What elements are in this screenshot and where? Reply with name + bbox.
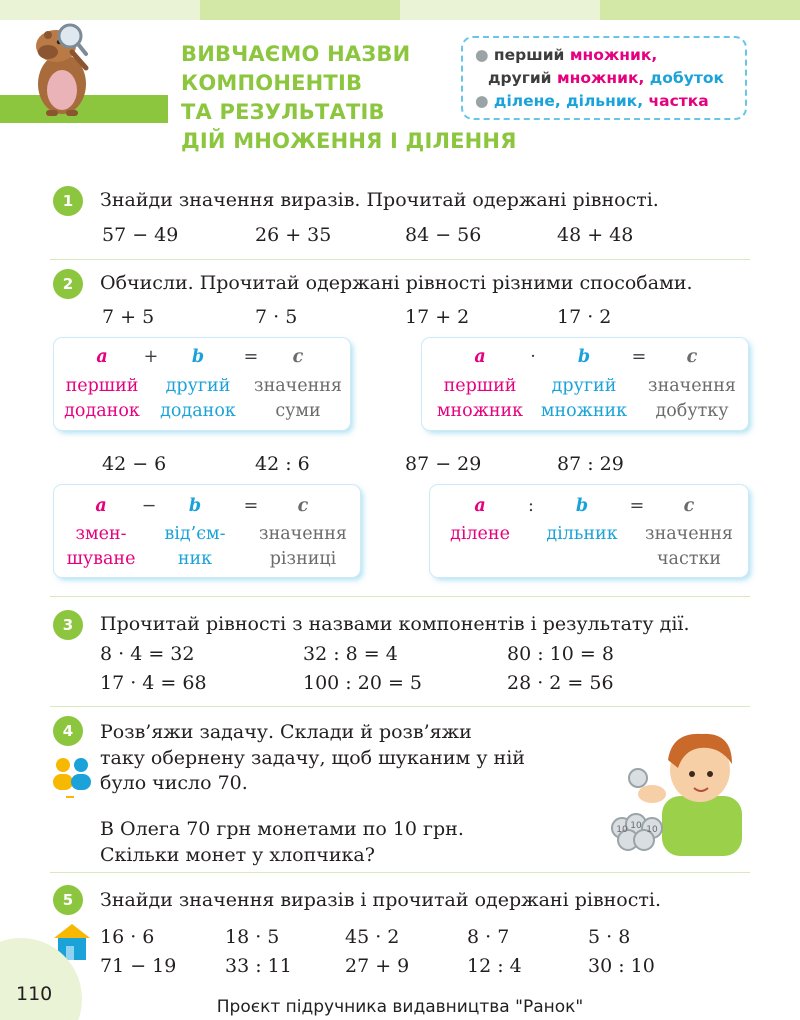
task-number-badge: 1 bbox=[53, 186, 83, 216]
task-4-problem: Скільки монет у хлопчика? bbox=[100, 844, 375, 866]
term-letter: b bbox=[577, 347, 591, 367]
operator: − bbox=[141, 496, 157, 516]
pair-work-icon bbox=[50, 756, 94, 800]
task-1-text: Знайди значення виразів. Прочитай одержані рівності. bbox=[100, 189, 659, 211]
term-letter: b bbox=[575, 496, 589, 516]
footer-text: Проєкт підручника видавництва "Ранок" bbox=[216, 997, 584, 1017]
term-name: доданок bbox=[64, 401, 140, 421]
equation: 80 : 10 = 8 bbox=[507, 643, 614, 665]
term-name: значення bbox=[645, 524, 733, 544]
bullet-icon: ● bbox=[475, 92, 494, 110]
task-2-text: Обчисли. Прочитай одержані рівності різними способами. bbox=[100, 272, 693, 294]
expression: 42 : 6 bbox=[255, 453, 310, 475]
term-letter: c bbox=[292, 347, 304, 367]
term-letter: a bbox=[96, 347, 108, 367]
coin-label: 10 bbox=[646, 825, 658, 835]
task-number-badge: 5 bbox=[53, 885, 83, 915]
term-name: множник bbox=[540, 401, 628, 421]
equation: 28 · 2 = 56 bbox=[507, 672, 614, 694]
term-name: добутку bbox=[655, 401, 729, 421]
expression: 7 + 5 bbox=[102, 306, 155, 328]
term-letter: a bbox=[474, 496, 486, 516]
term-letter: a bbox=[95, 496, 107, 516]
top-color-strip bbox=[0, 0, 800, 20]
term-letter: c bbox=[297, 496, 309, 516]
title-line: ДІЙ МНОЖЕННЯ І ДІЛЕННЯ bbox=[181, 129, 517, 153]
term-name: суми bbox=[275, 401, 321, 421]
expression: 12 : 4 bbox=[467, 955, 522, 977]
expression: 57 − 49 bbox=[102, 224, 179, 246]
task-number-badge: 4 bbox=[53, 716, 83, 746]
terms-row: другий множник, добуток bbox=[488, 69, 725, 87]
terms-row: ● ділене, дільник, частка bbox=[475, 92, 709, 110]
terms-box bbox=[461, 36, 747, 120]
expression: 17 + 2 bbox=[405, 306, 470, 328]
term-name: різниці bbox=[269, 549, 337, 569]
task-number-badge: 2 bbox=[53, 269, 83, 299]
term-name: від’єм- bbox=[164, 524, 226, 544]
difference-components-box bbox=[54, 485, 360, 577]
operator: · bbox=[530, 347, 536, 367]
expression: 87 : 29 bbox=[557, 453, 624, 475]
divider bbox=[50, 259, 750, 260]
expression: 17 · 2 bbox=[557, 306, 612, 328]
term-name: частки bbox=[656, 549, 722, 569]
coin-label: 10 bbox=[616, 825, 628, 835]
equation: 8 · 4 = 32 bbox=[100, 643, 195, 665]
operator: + bbox=[143, 347, 159, 367]
operator: = bbox=[243, 347, 259, 367]
term-letter: b bbox=[188, 496, 202, 516]
title-line: ВИВЧАЄМО НАЗВИ bbox=[181, 42, 411, 66]
boy-with-coins-illustration bbox=[600, 724, 750, 856]
expression: 5 · 8 bbox=[588, 926, 631, 948]
operator: = bbox=[631, 347, 647, 367]
terms-row: ● перший множник, bbox=[475, 46, 658, 64]
capybara-with-magnifier-icon bbox=[26, 22, 106, 118]
task-4-line: Розв’яжи задачу. Склади й розв’яжи bbox=[100, 721, 472, 743]
term-name: другий bbox=[165, 376, 231, 396]
divider bbox=[50, 872, 750, 873]
operator: = bbox=[243, 496, 259, 516]
term-name: шуване bbox=[66, 549, 136, 569]
task-4-problem: В Олега 70 грн монетами по 10 грн. bbox=[100, 818, 464, 840]
product-components-box bbox=[422, 338, 748, 430]
sum-components-box bbox=[54, 338, 350, 430]
operator: : bbox=[528, 496, 534, 516]
expression: 84 − 56 bbox=[405, 224, 482, 246]
divider bbox=[50, 596, 750, 597]
term-letter: a bbox=[474, 347, 486, 367]
expression: 48 + 48 bbox=[557, 224, 634, 246]
title-line: КОМПОНЕНТІВ bbox=[181, 71, 363, 95]
equation: 17 · 4 = 68 bbox=[100, 672, 207, 694]
expression: 30 : 10 bbox=[588, 955, 655, 977]
term-name: перший bbox=[443, 376, 517, 396]
term-name: перший bbox=[65, 376, 139, 396]
expression: 33 : 11 bbox=[225, 955, 292, 977]
expression: 8 · 7 bbox=[467, 926, 510, 948]
task-5-text: Знайди значення виразів і прочитай одержані рівності. bbox=[100, 889, 662, 911]
term-name: множник bbox=[436, 401, 524, 421]
task-4-line: таку обернену задачу, щоб шуканим у ній bbox=[100, 747, 525, 769]
task-4-line: було число 70. bbox=[100, 772, 248, 794]
quotient-components-box bbox=[430, 485, 748, 577]
task-3-text: Прочитай рівності з назвами компонентів і результату дії. bbox=[100, 613, 690, 635]
term-name: значення bbox=[648, 376, 736, 396]
term-name: дільник bbox=[546, 524, 618, 544]
expression: 45 · 2 bbox=[345, 926, 400, 948]
task-number-badge: 3 bbox=[53, 610, 83, 640]
term-name: змен- bbox=[75, 524, 127, 544]
term-name: доданок bbox=[160, 401, 236, 421]
expression: 26 + 35 bbox=[255, 224, 332, 246]
term-name: значення bbox=[254, 376, 342, 396]
page-number: 110 bbox=[16, 983, 53, 1005]
expression: 7 · 5 bbox=[255, 306, 298, 328]
term-name: значення bbox=[259, 524, 347, 544]
term-letter: b bbox=[191, 347, 205, 367]
term-letter: c bbox=[686, 347, 698, 367]
term-name: ділене bbox=[450, 524, 510, 544]
bullet-icon: ● bbox=[475, 46, 494, 64]
title-line: ТА РЕЗУЛЬТАТІВ bbox=[181, 100, 385, 124]
expression: 87 − 29 bbox=[405, 453, 482, 475]
term-letter: c bbox=[683, 496, 695, 516]
coin-label: 10 bbox=[630, 821, 642, 831]
term-name: ник bbox=[177, 549, 213, 569]
expression: 16 · 6 bbox=[100, 926, 155, 948]
equation: 32 : 8 = 4 bbox=[303, 643, 398, 665]
expression: 42 − 6 bbox=[102, 453, 167, 475]
expression: 27 + 9 bbox=[345, 955, 410, 977]
term-name: другий bbox=[551, 376, 617, 396]
expression: 71 − 19 bbox=[100, 955, 177, 977]
divider bbox=[50, 706, 750, 707]
equation: 100 : 20 = 5 bbox=[303, 672, 423, 694]
operator: = bbox=[629, 496, 645, 516]
expression: 18 · 5 bbox=[225, 926, 280, 948]
